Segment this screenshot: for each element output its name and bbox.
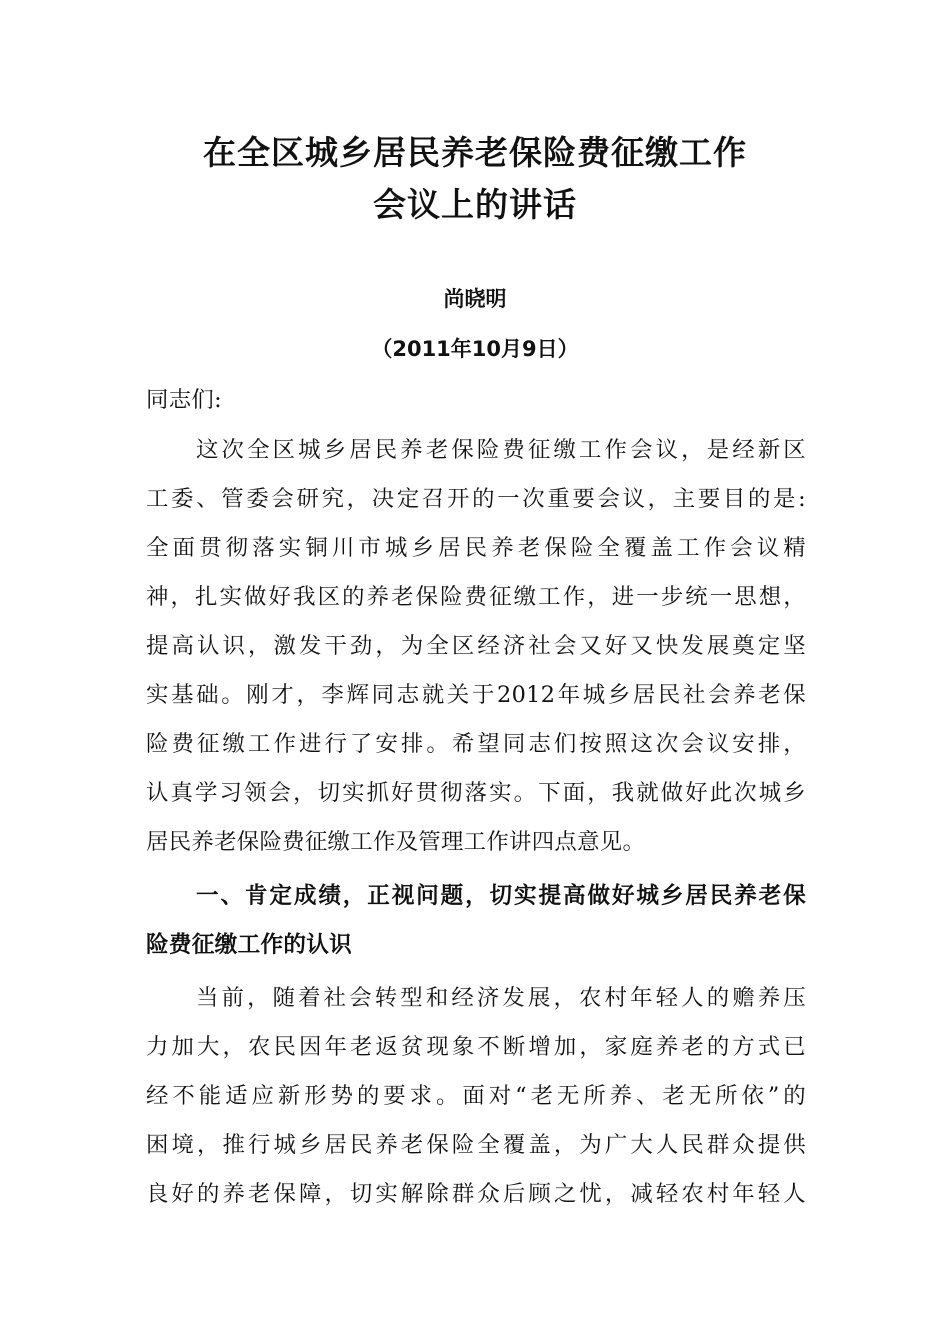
salutation: 同志们: bbox=[146, 387, 222, 413]
paragraph-1-line: 神，扎实做好我区的养老保险费征缴工作，进一步统一思想， bbox=[146, 584, 806, 610]
section-heading-1-line: 险费征缴工作的认识 bbox=[146, 932, 353, 958]
paragraph-2-line: 困境，推行城乡居民养老保险全覆盖，为广大人民群众提供 bbox=[146, 1132, 806, 1158]
paragraph-2-line: 经不能适应新形势的要求。面对“老无所养、老无所依”的 bbox=[146, 1083, 806, 1109]
paragraph-1-line: 认真学习领会，切实抓好贯彻落实。下面，我就做好此次城乡 bbox=[146, 780, 806, 806]
speaker-name: 尚晓明 bbox=[443, 287, 507, 311]
paragraph-2-line: 当前，随着社会转型和经济发展，农村年轻人的赡养压 bbox=[196, 985, 806, 1011]
paragraph-2-line: 良好的养老保障，切实解除群众后顾之忧，减轻农村年轻人 bbox=[146, 1181, 806, 1207]
paragraph-1-line: 这次全区城乡居民养老保险费征缴工作会议，是经新区 bbox=[196, 437, 806, 463]
paragraph-1-line: 险费征缴工作进行了安排。希望同志们按照这次会议安排， bbox=[146, 731, 806, 757]
section-heading-1-line: 一、肯定成绩，正视问题，切实提高做好城乡居民养老保 bbox=[196, 883, 806, 909]
document-title-line-2: 会议上的讲话 bbox=[373, 185, 577, 224]
paragraph-1-line: 居民养老保险费征缴工作及管理工作讲四点意见。 bbox=[146, 829, 646, 855]
paragraph-1-line: 提高认识，激发干劲，为全区经济社会又好又快发展奠定坚 bbox=[146, 633, 806, 659]
paragraph-1-line: 实基础。刚才，李辉同志就关于2012年城乡居民社会养老保 bbox=[146, 682, 806, 708]
paragraph-2-line: 力加大，农民因年老返贫现象不断增加，家庭养老的方式已 bbox=[146, 1034, 806, 1060]
speech-date: （2011年10月9日） bbox=[371, 337, 579, 361]
paragraph-1-line: 工委、管委会研究，决定召开的一次重要会议，主要目的是: bbox=[146, 486, 806, 512]
paragraph-1-line: 全面贯彻落实铜川市城乡居民养老保险全覆盖工作会议精 bbox=[146, 535, 806, 561]
document-title-line-1: 在全区城乡居民养老保险费征缴工作 bbox=[203, 133, 747, 172]
